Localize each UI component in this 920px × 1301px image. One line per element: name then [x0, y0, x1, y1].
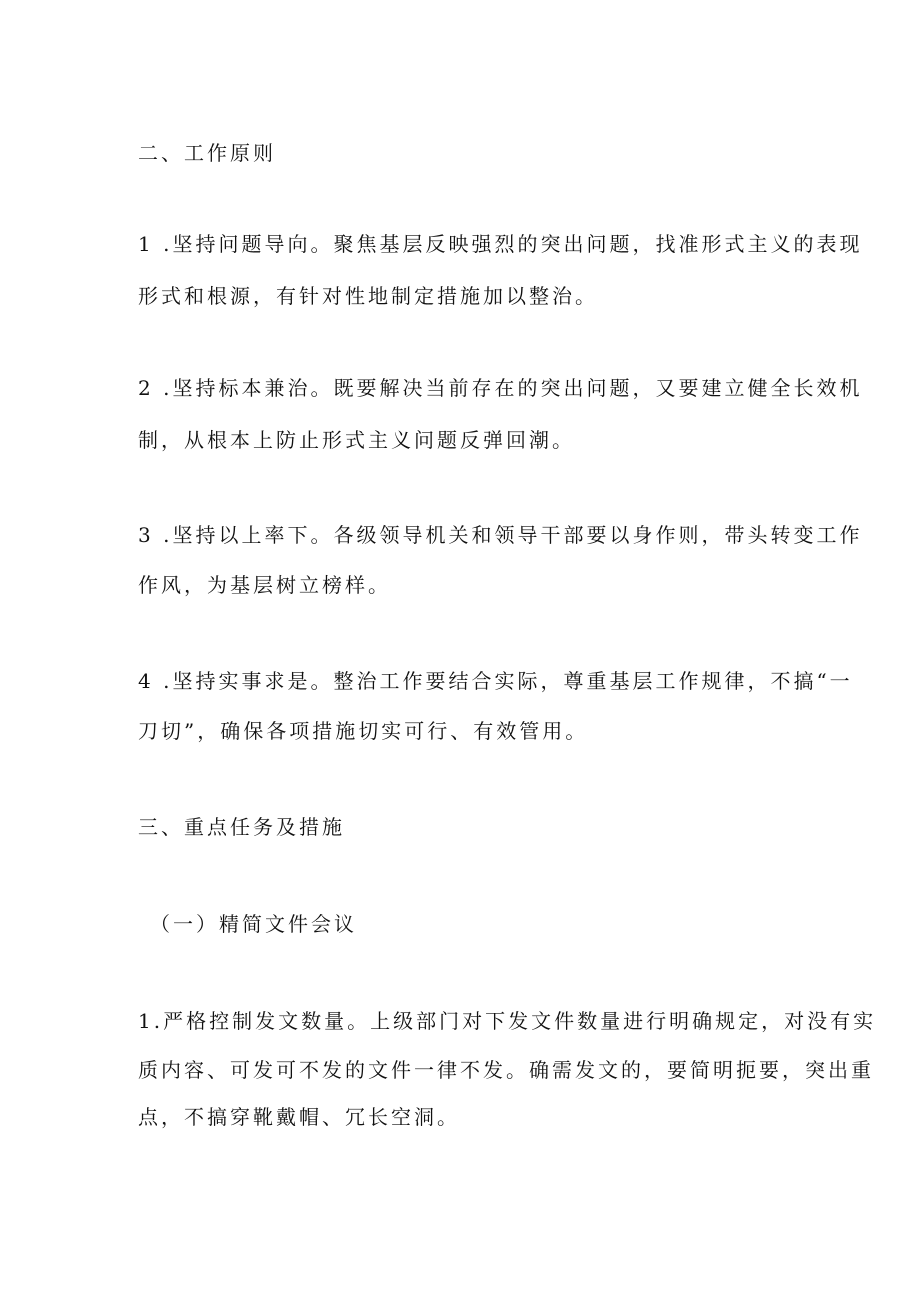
- section-heading-key-tasks: 三、重点任务及措施: [138, 815, 345, 839]
- subsection-heading-documents-meetings: （一）精简文件会议: [150, 912, 357, 936]
- section-heading-work-principles: 二、工作原则: [138, 141, 276, 165]
- principle-2-line-1: 2 .坚持标本兼治。既要解决当前存在的突出问题，又要建立健全长效机: [138, 376, 863, 400]
- task-1-line-2: 质内容、可发可不发的文件一律不发。确需发文的，要简明扼要，突出重: [138, 1058, 874, 1082]
- task-1-line-3: 点，不搞穿靴戴帽、冗长空洞。: [138, 1105, 460, 1129]
- principle-4-line-1: 4 .坚持实事求是。整治工作要结合实际，尊重基层工作规律，不搞“一: [138, 669, 853, 693]
- principle-3-line-2: 作风，为基层树立榜样。: [138, 573, 391, 597]
- principle-3-line-1: 3 .坚持以上率下。各级领导机关和领导干部要以身作则，带头转变工作: [138, 523, 863, 547]
- task-1-line-1: 1.严格控制发文数量。上级部门对下发文件数量进行明确规定，对没有实: [138, 1009, 877, 1033]
- principle-1-line-2: 形式和根源，有针对性地制定措施加以整治。: [138, 284, 598, 308]
- principle-4-line-2: 刀切”，确保各项措施切实可行、有效管用。: [138, 719, 589, 743]
- principle-1-line-1: 1 .坚持问题导向。聚焦基层反映强烈的突出问题，找准形式主义的表现: [138, 232, 863, 256]
- principle-2-line-2: 制，从根本上防止形式主义问题反弹回潮。: [138, 428, 575, 452]
